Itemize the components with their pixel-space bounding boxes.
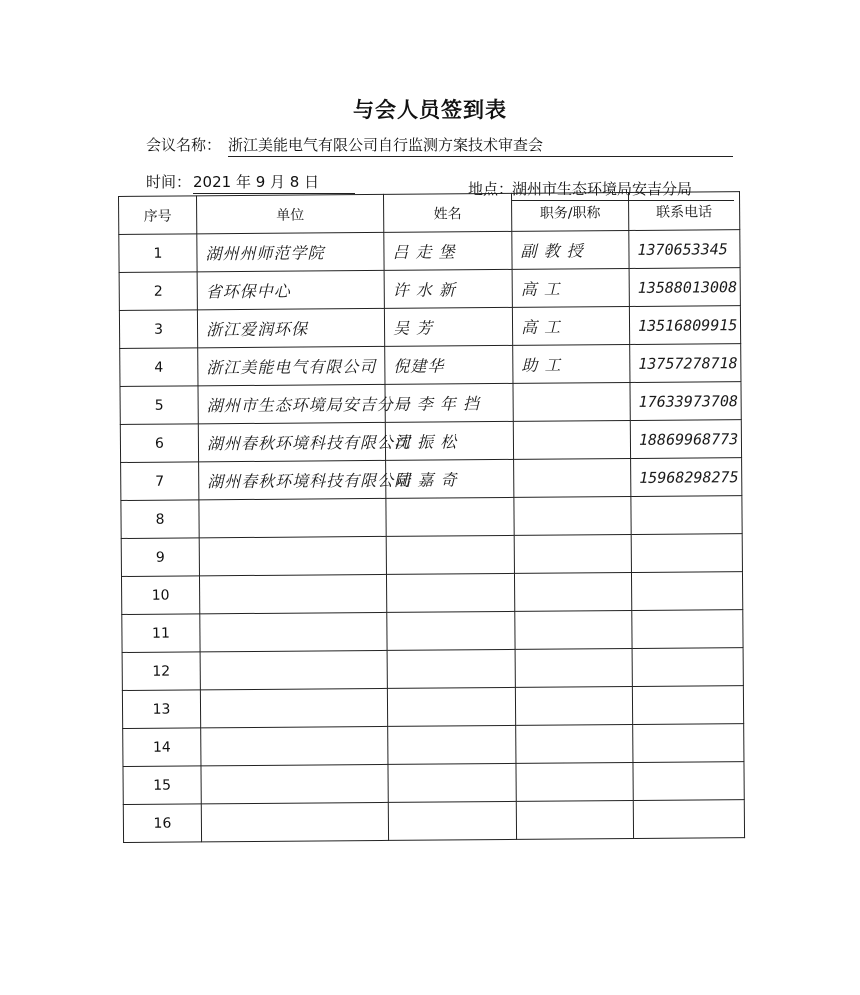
row-phone	[633, 800, 744, 839]
row-no: 9	[121, 538, 199, 577]
handwritten-phone: 18869968773	[638, 429, 739, 449]
row-unit	[199, 460, 412, 499]
row-name	[387, 611, 515, 650]
handwritten-title: 高 工	[520, 317, 562, 337]
handwritten-title	[514, 439, 630, 440]
table-row	[122, 648, 743, 691]
row-unit	[200, 688, 387, 727]
row-title	[512, 230, 629, 269]
meeting-place-value: 湖州市生态环境局安吉分局	[512, 178, 734, 201]
handwritten-phone: 15968298275	[639, 467, 739, 487]
table-row	[119, 268, 740, 311]
handwritten-phone: 1370653345	[637, 239, 728, 259]
row-phone	[631, 496, 742, 535]
row-phone	[632, 610, 743, 649]
row-phone	[629, 268, 740, 307]
row-name	[387, 649, 515, 688]
row-name	[386, 459, 514, 498]
row-no: 14	[123, 728, 201, 767]
table-row	[123, 724, 744, 767]
row-no: 11	[122, 614, 200, 653]
row-phone	[631, 572, 742, 611]
row-phone	[632, 648, 743, 687]
row-name	[384, 307, 512, 346]
row-phone	[633, 724, 744, 763]
sign-in-table	[118, 191, 745, 843]
row-no: 8	[121, 500, 199, 539]
row-title	[513, 382, 630, 421]
handwritten-unit: 湖州州师范学院	[205, 243, 325, 264]
row-unit	[198, 346, 385, 385]
meeting-place-label: 地点：	[468, 180, 514, 198]
row-no: 16	[123, 804, 201, 843]
row-phone	[632, 686, 743, 725]
row-phone	[629, 230, 740, 269]
row-title	[512, 306, 629, 345]
row-unit	[201, 726, 388, 765]
handwritten-unit: 浙江爱润环保	[205, 319, 309, 340]
row-name	[385, 345, 513, 384]
header-unit: 单位	[197, 194, 384, 233]
table-row	[121, 534, 742, 577]
handwritten-unit: 湖州春秋环境科技有限公司	[207, 470, 412, 492]
row-unit	[199, 574, 386, 613]
row-title	[515, 686, 632, 725]
row-phone	[630, 344, 741, 383]
sign-in-sheet	[118, 191, 744, 838]
table-row	[120, 382, 741, 425]
row-title	[512, 268, 629, 307]
table-row	[122, 686, 743, 729]
meeting-time-label: 时间：	[146, 173, 192, 191]
row-name	[388, 763, 516, 802]
handwritten-name: 倪建华	[393, 356, 445, 376]
row-no: 5	[120, 386, 198, 425]
meeting-name-label: 会议名称：	[146, 136, 222, 154]
row-name	[385, 383, 513, 422]
meeting-time-value: 2021 年 9 月 8 日	[193, 171, 355, 194]
row-no: 6	[120, 424, 198, 463]
header-title: 职务/职称	[511, 192, 628, 231]
row-title	[514, 496, 631, 535]
row-title	[516, 724, 633, 763]
handwritten-phone: 13757278718	[638, 353, 738, 373]
table-row	[119, 306, 740, 349]
row-unit	[197, 308, 384, 347]
row-no: 2	[119, 272, 197, 311]
table-row	[122, 610, 743, 653]
row-title	[516, 800, 633, 839]
row-name	[384, 269, 512, 308]
row-title	[514, 572, 631, 611]
row-title	[516, 762, 633, 801]
row-name	[386, 573, 514, 612]
row-unit	[197, 270, 384, 309]
handwritten-name: 吴 芳	[392, 318, 434, 338]
row-unit	[198, 384, 411, 423]
handwritten-name: 吕 走 堡	[392, 242, 456, 262]
row-title	[513, 420, 630, 459]
row-no: 10	[121, 576, 199, 615]
row-no: 1	[119, 234, 197, 273]
table-header-row	[119, 192, 740, 235]
handwritten-phone: 17633973708	[638, 391, 739, 411]
document-title: 与会人员签到表	[353, 98, 507, 122]
row-name	[388, 801, 516, 840]
row-title	[515, 648, 632, 687]
table-row	[121, 496, 742, 539]
row-title	[513, 344, 630, 383]
row-phone	[633, 762, 744, 801]
row-name	[384, 231, 512, 270]
row-unit	[197, 232, 384, 271]
row-phone	[631, 458, 742, 497]
row-phone	[631, 534, 742, 573]
handwritten-title: 副 教 授	[520, 241, 584, 261]
row-title	[514, 458, 631, 497]
table-row	[123, 762, 744, 805]
handwritten-name: 许 水 新	[392, 280, 457, 300]
handwritten-name: 沈 振 松	[393, 432, 458, 452]
handwritten-title	[514, 477, 630, 478]
row-no: 3	[119, 310, 197, 349]
row-name	[386, 497, 514, 536]
handwritten-name: 陆 嘉 奇	[394, 470, 458, 490]
row-unit	[200, 650, 387, 689]
row-name	[385, 421, 513, 460]
table-row	[121, 458, 742, 501]
table-row	[119, 230, 740, 273]
row-unit	[201, 802, 388, 841]
table-row	[121, 572, 742, 615]
handwritten-title	[514, 401, 630, 402]
row-no: 15	[123, 766, 201, 805]
meeting-name-value: 浙江美能电气有限公司自行监测方案技术审查会	[228, 134, 733, 157]
row-phone	[630, 382, 741, 421]
row-unit	[201, 764, 388, 803]
table-row	[120, 344, 741, 387]
handwritten-title: 助 工	[521, 355, 562, 375]
row-title	[514, 534, 631, 573]
handwritten-title: 高 工	[520, 279, 561, 299]
row-title	[515, 610, 632, 649]
row-unit	[200, 612, 387, 651]
header-name: 姓名	[383, 193, 511, 232]
header-no: 序号	[119, 196, 197, 235]
handwritten-phone: 13588013008	[637, 277, 738, 297]
row-unit	[198, 422, 412, 461]
table-row	[123, 800, 744, 843]
handwritten-name: 一 李 年 挡	[393, 394, 480, 414]
row-name	[386, 535, 514, 574]
handwritten-unit: 湖州春秋环境科技有限公司	[206, 432, 412, 454]
row-unit	[199, 498, 386, 537]
row-no: 13	[122, 690, 200, 729]
header-phone: 联系电话	[628, 192, 739, 231]
row-name	[387, 687, 515, 726]
table-row	[120, 420, 741, 463]
row-phone	[629, 306, 740, 345]
handwritten-unit: 湖州市生态环境局安吉分局	[206, 394, 411, 416]
row-unit	[199, 536, 386, 575]
row-no: 12	[122, 652, 200, 691]
row-no: 7	[121, 462, 199, 501]
handwritten-unit: 省环保中心	[205, 281, 291, 302]
handwritten-unit: 浙江美能电气有限公司	[206, 356, 377, 378]
row-phone	[630, 420, 741, 459]
row-no: 4	[120, 348, 198, 387]
handwritten-phone: 13516809915	[637, 315, 738, 335]
row-name	[388, 725, 516, 764]
